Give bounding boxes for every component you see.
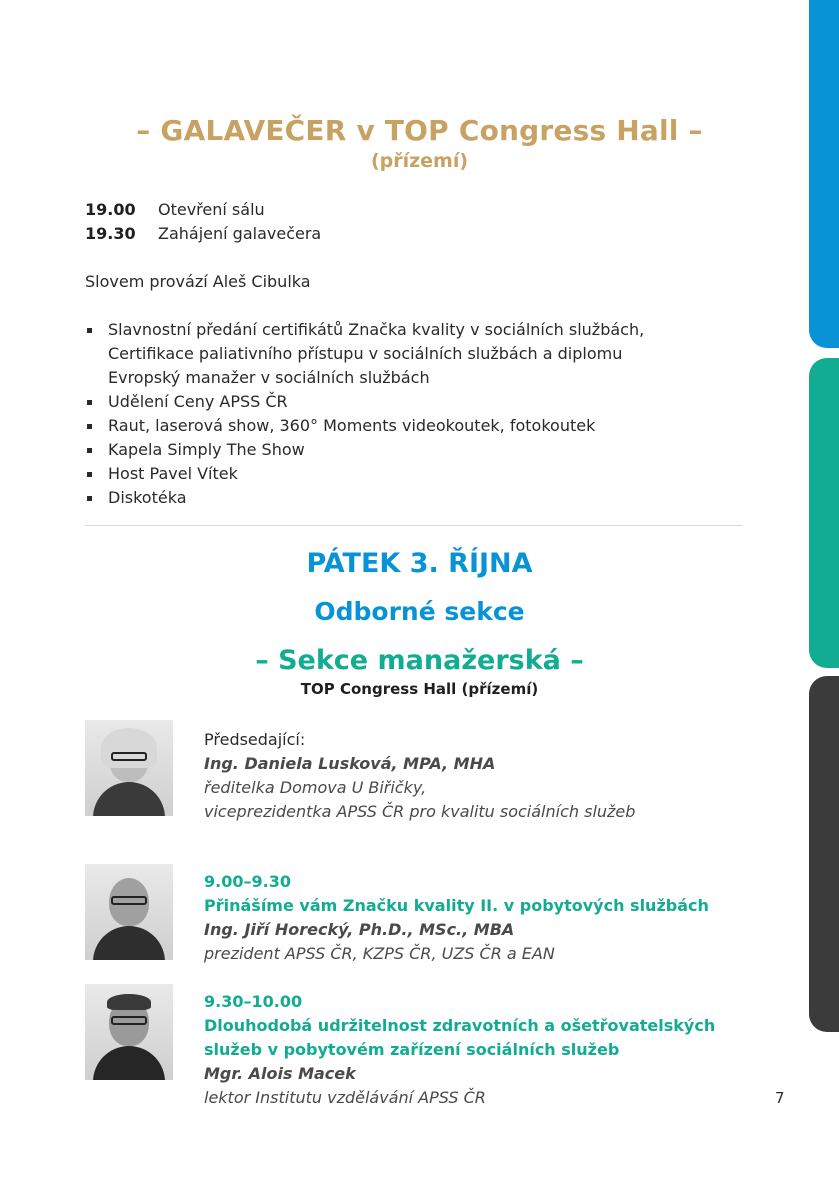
talk-block [204,990,715,1110]
chair-role: viceprezidentka APSS ČR pro kvalitu sociálních služeb [204,802,636,821]
schedule-label: Otevření sálu [158,200,265,219]
page-number: 7 [775,1089,785,1107]
list-item: Kapela Simply The Show [85,438,644,462]
schedule-time: 19.00 [85,200,136,219]
talk-title: Přinášíme vám Značku kvality II. v pobytových službách [204,896,709,915]
list-item: Host Pavel Vítek [85,462,644,486]
chapter-tab-dark [809,676,839,1032]
section-heading: Odborné sekce [314,597,525,626]
talk-time: 9.30–10.00 [204,992,303,1011]
chair-label: Předsedající: [204,730,306,749]
talk-speaker: Ing. Jiří Horecký, Ph.D., MSc., MBA [204,920,515,939]
list-item: Udělení Ceny APSS ČR [85,390,644,414]
chair-name: Ing. Daniela Lusková, MPA, MHA [204,754,496,773]
schedule-label: Zahájení galavečera [158,224,322,243]
schedule-time: 19.30 [85,224,136,243]
talk-time: 9.00–9.30 [204,872,291,891]
gala-subtitle: (přízemí) [370,150,469,172]
talk-speaker-role: prezident APSS ČR, KZPS ČR, UZS ČR a EAN [204,944,555,963]
list-item: Slavnostní předání certifikátů Značka kvality v sociálních službách, Certifikace paliativního přístupu v sociálních službách a diplomu Evropský manažer v sociálních službách [85,318,644,390]
list-item: Diskotéka [85,486,644,510]
talk-speaker: Mgr. Alois Macek [204,1064,356,1083]
schedule-row [85,200,265,219]
schedule-row [85,224,321,243]
speaker-photo [85,864,173,960]
talk-title: služeb v pobytovém zařízení sociálních služeb [204,1040,620,1059]
section-divider [85,525,742,526]
chair-block [204,728,635,824]
talk-speaker-role: lektor Institutu vzdělávání APSS ČR [204,1088,486,1107]
chair-role: ředitelka Domova U Biřičky, [204,778,427,797]
gala-title: – GALAVEČER v TOP Congress Hall – [136,114,703,147]
list-item: Raut, laserová show, 360° Moments videokoutek, fotokoutek [85,414,644,438]
talk-title: Dlouhodobá udržitelnost zdravotních a ošetřovatelských [204,1016,716,1035]
program-list [85,318,644,510]
venue-label: TOP Congress Hall (přízemí) [300,680,539,698]
track-heading: – Sekce manažerská – [255,645,584,676]
talk-block [204,870,709,966]
chair-photo [85,720,173,816]
day-heading: PÁTEK 3. ŘÍJNA [306,548,533,579]
speaker-photo [85,984,173,1080]
chapter-tab-blue [809,0,839,348]
host-line: Slovem provází Aleš Cibulka [85,272,311,291]
